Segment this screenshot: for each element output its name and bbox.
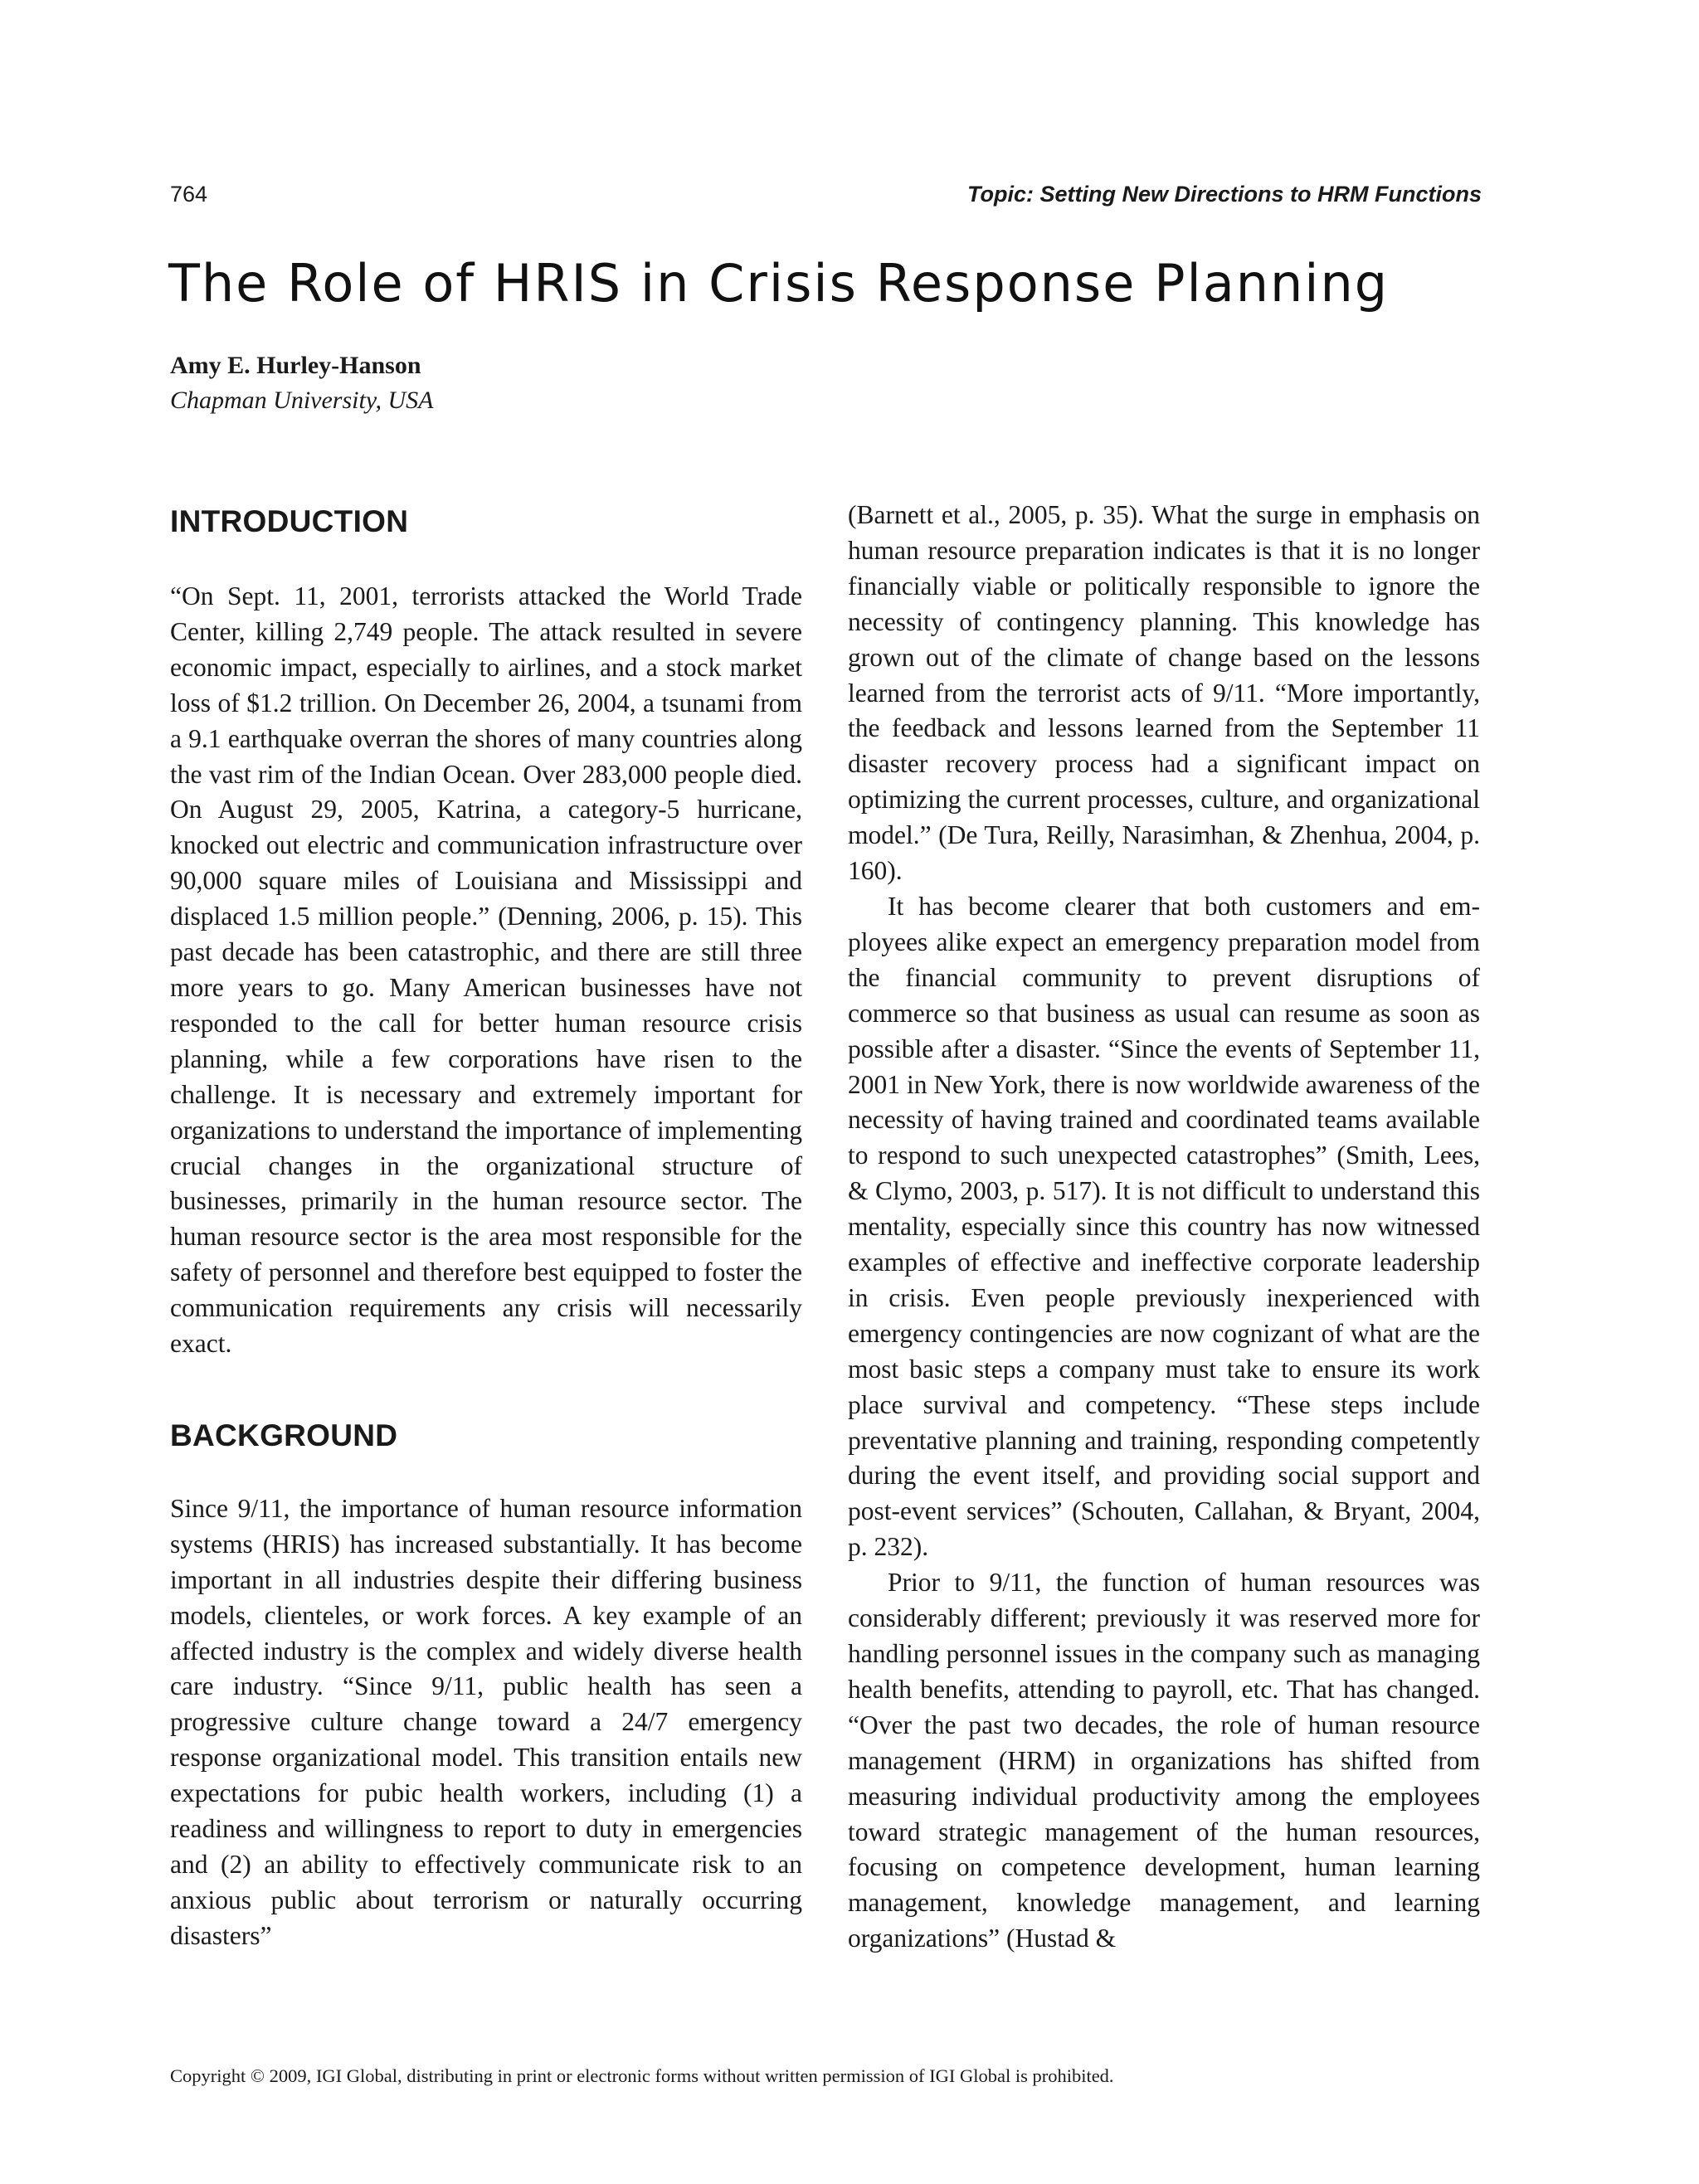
copyright-footer: Copyright © 2009, IGI Global, distributing in print or electronic forms without written permission of IGI Global is prohibited. <box>170 2065 1114 2086</box>
right-paragraph-1: (Barnett et al., 2005, p. 35). What the surge in emphasis on human resource preparation indicates is that it is no longer financially viable or politically responsible to ignore the necessity of contingency planning. This knowledge has grown out of the climate of change based on the lessons learned from the terrorist acts of 9/11. “More importantly, the feedback and lessons learned from the September 11 disaster recovery process had a significant impact on optimizing the current processes, culture, and organizational model.” (De Tura, Reilly, Narasimhan, & Zhenhua, 2004, p. 160). <box>848 500 1480 886</box>
author-affiliation: Chapman University, USA <box>170 387 434 414</box>
left-column <box>170 498 802 1954</box>
article-title: The Role of HRIS in Crisis Response Planning <box>168 253 1390 314</box>
author-block <box>170 348 433 418</box>
background-paragraph: Since 9/11, the importance of human resource information systems (HRIS) has increased substantially. It has become important in all industries despite their differing business models, clienteles, or work forces. A key example of an affected industry is the complex and widely diverse health care industry. “Since 9/11, public health has seen a progressive culture change toward a 24/7 emergency response organizational model. This transition entails new expectations for pubic health workers, including (1) a readiness and willingness to report to duty in emergencies and (2) an ability to effectively communicate risk to an anxious public about terrorism or naturally occurring disasters” <box>170 1493 802 1950</box>
page-number: 764 <box>170 182 208 207</box>
introduction-heading: INTRODUCTION <box>170 504 409 538</box>
right-paragraph-2: It has become clearer that both customers and employees alike expect an emergency preparation model from the financial community to prevent disruptions of commerce so that business as usual can resume as soon as possible after a disaster. “Since the events of September 11, 2001 in New York, there is now worldwide awareness of the necessity of having trained and coordinated teams available to respond to such unexpected catastrophes” (Smith, Lees, & Clymo, 2003, p. 517). It is not difficult to understand this mentality, especially since this country has now witnessed examples of effective and ineffective corporate leadership in crisis. Even people previously inexperienced with emergency contingencies are now cognizant of what are the most basic steps a company must take to ensure its work place survival and competency. “These steps include preventative planning and training, responding competently during the event itself, and providing social support and post-event services” (Schouten, Callahan, & Bryant, 2004, p. 232). <box>848 891 1480 1562</box>
introduction-paragraph: “On Sept. 11, 2001, terrorists attacked the World Trade Center, killing 2,749 people. The attack resulted in severe economic impact, especially to airlines, and a stock market loss of $1.2 trillion. On December 26, 2004, a tsunami from a 9.1 earthquake overran the shores of many countries along the vast rim of the Indian Ocean. Over 283,000 people died. On August 29, 2005, Katrina, a category-5 hurricane, knocked out electric and communication infrastructure over 90,000 square miles of Louisiana and Mississippi and displaced 1.5 million people.” (Denning, 2006, p. 15). This past decade has been catastrophic, and there are still three more years to go. Many American businesses have not responded to the call for better human resource crisis planning, while a few corporations have risen to the challenge. It is necessary and extremely important for organizations to understand the importance of implementing crucial changes in the organizational structure of businesses, primarily in the human resource sector. The human resource sector is the area most responsible for the safety of personnel and therefore best equipped to foster the communication requirements any crisis will necessarily exact. <box>170 581 802 1359</box>
background-heading: BACKGROUND <box>170 1418 398 1452</box>
running-header-topic: Topic: Setting New Directions to HRM Functions <box>967 182 1482 207</box>
author-name: Amy E. Hurley-Hanson <box>170 352 421 379</box>
right-paragraph-3: Prior to 9/11, the function of human resources was considerably different; previously it was reserved more for handling personnel issues in the company such as managing health benefits, attending to payroll, etc. That has changed. “Over the past two decades, the role of human resource management (HRM) in organizations has shifted from measuring individual productivity among the employees toward strategic management of the human resources, focusing on competence development, human learning management, knowledge management, and learning organizations” (Hustad & <box>848 1568 1480 1953</box>
right-column <box>848 498 1480 1957</box>
